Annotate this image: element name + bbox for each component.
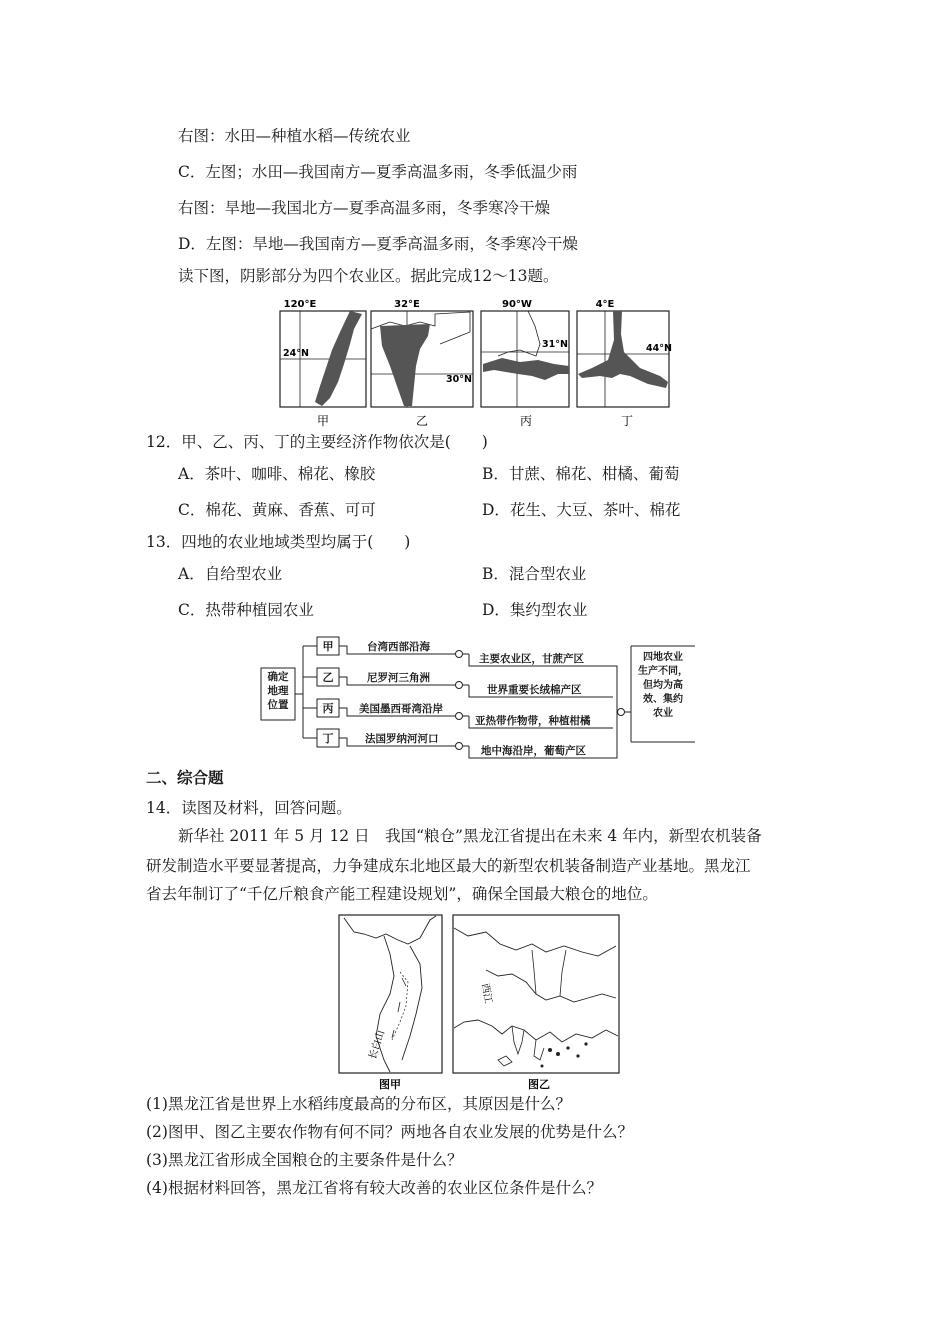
q12-option-d: D．花生、大豆、茶叶、棉花 [482, 501, 681, 519]
flow-feature: 地中海沿岸，葡萄产区 [481, 745, 586, 757]
map-panel-bing [481, 299, 569, 428]
flow-key-yi: 乙 [322, 671, 334, 684]
figure-caption: 图甲 [379, 1078, 401, 1091]
sub-question: (3)黑龙江省形成全国粮仓的主要条件是什么？ [146, 1151, 463, 1169]
question-12-stem: 12．甲、乙、丙、丁的主要经济作物依次是( ) [146, 433, 488, 451]
sub-question: (4)根据材料回答，黑龙江省将有较大改善的农业区位条件是什么？ [146, 1179, 602, 1197]
root-text: 地理 [267, 685, 289, 697]
root-text: 位置 [267, 699, 289, 711]
river-label: 西江 [479, 982, 494, 1005]
question-13-stem: 13．四地的农业地域类型均属于( ) [146, 533, 411, 551]
flow-result: 效、集约 [643, 694, 683, 705]
map-panel-yi [371, 299, 473, 428]
map-panel-jia [280, 299, 366, 428]
lat-label: 44°N [646, 343, 672, 354]
flow-key-bing: 丙 [322, 702, 334, 715]
agricultural-regions-map-strip [270, 294, 680, 432]
sub-question: (2)图甲、图乙主要农作物有何不同？两地各自农业发展的优势是什么？ [146, 1123, 633, 1141]
root-text: 确定 [267, 671, 289, 683]
option-line: 右图：水田—种植水稻—传统农业 [178, 127, 411, 145]
lat-label: 31°N [542, 339, 568, 350]
map-panel-ding [577, 299, 672, 428]
flow-place: 台湾西部沿海 [367, 641, 430, 653]
q12-option-b: B．甘蔗、棉花、柑橘、葡萄 [482, 465, 680, 483]
panel-label: 乙 [415, 414, 429, 428]
option-d-line: D．左图：旱地—我国南方—夏季高温多雨，冬季寒冷干燥 [178, 235, 578, 253]
panel-label: 丙 [519, 414, 533, 428]
lon-label: 32°E [394, 299, 420, 310]
map-fig-a [339, 915, 442, 1091]
flow-result: 农业 [653, 708, 673, 719]
lat-label: 30°N [446, 374, 472, 385]
lon-label: 4°E [595, 299, 615, 310]
flow-result: 四地农业 [643, 652, 683, 663]
flow-key-jia: 甲 [322, 640, 334, 653]
material-line: 省去年制订了“千亿斤粮食产能工程建设规划”，确保全国最大粮仓的地位。 [146, 885, 658, 903]
lat-label: 24°N [283, 348, 309, 359]
q12-option-a: A．茶叶、咖啡、棉花、橡胶 [178, 465, 376, 483]
section-heading: 二、综合题 [146, 769, 224, 787]
flow-feature: 主要农业区，甘蔗产区 [479, 653, 584, 665]
mountain-label: 长白山 [367, 1028, 388, 1061]
q13-option-a: A．自给型农业 [178, 565, 283, 583]
flow-place: 美国墨西哥湾沿岸 [359, 703, 443, 715]
option-c-line: C．左图；水田—我国南方—夏季高温多雨，冬季低温少雨 [178, 163, 578, 181]
shaded-region [380, 324, 430, 406]
flow-result: 但均为高 [643, 680, 683, 691]
panel-label: 甲 [316, 414, 330, 428]
question-14-stem: 14．读图及材料，回答问题。 [146, 799, 352, 817]
panel-label: 丁 [620, 414, 634, 428]
flow-feature: 世界重要长绒棉产区 [487, 684, 582, 696]
lon-label: 90°W [502, 299, 532, 310]
q14-maps [336, 910, 622, 1092]
q12-option-c: C．棉花、黄麻、香蕉、可可 [178, 501, 376, 519]
flow-key-ding: 丁 [322, 732, 334, 745]
shaded-region [315, 311, 362, 406]
lon-label: 120°E [283, 299, 317, 310]
flow-feature: 亚热带作物带，种植柑橘 [475, 715, 591, 727]
q13-option-d: D．集约型农业 [482, 601, 588, 619]
figure-caption: 图乙 [528, 1078, 550, 1091]
material-line: 新华社 2011 年 5 月 12 日 我国“粮仓”黑龙江省提出在未来 4 年内，新型农机装备 [178, 827, 762, 845]
q13-option-c: C．热带种植园农业 [178, 601, 314, 619]
sub-question: (1)黑龙江省是世界上水稻纬度最高的分布区，其原因是什么？ [146, 1095, 571, 1113]
flow-place: 尼罗河三角洲 [367, 672, 430, 684]
flow-place: 法国罗纳河河口 [365, 733, 439, 745]
material-line: 研发制造水平要显著提高，力争建成东北地区最大的新型农机装备制造产业基地。黑龙江 [146, 857, 751, 875]
option-line: 右图：旱地—我国北方—夏季高温多雨，冬季寒冷干燥 [178, 199, 551, 217]
map-fig-b [453, 915, 619, 1091]
intro-line: 读下图，阴影部分为四个农业区。据此完成12～13题。 [178, 267, 559, 285]
shaded-region [483, 358, 569, 380]
q13-option-b: B．混合型农业 [482, 565, 587, 583]
analysis-flowchart [255, 632, 700, 760]
flow-result: 生产不同， [638, 666, 688, 677]
